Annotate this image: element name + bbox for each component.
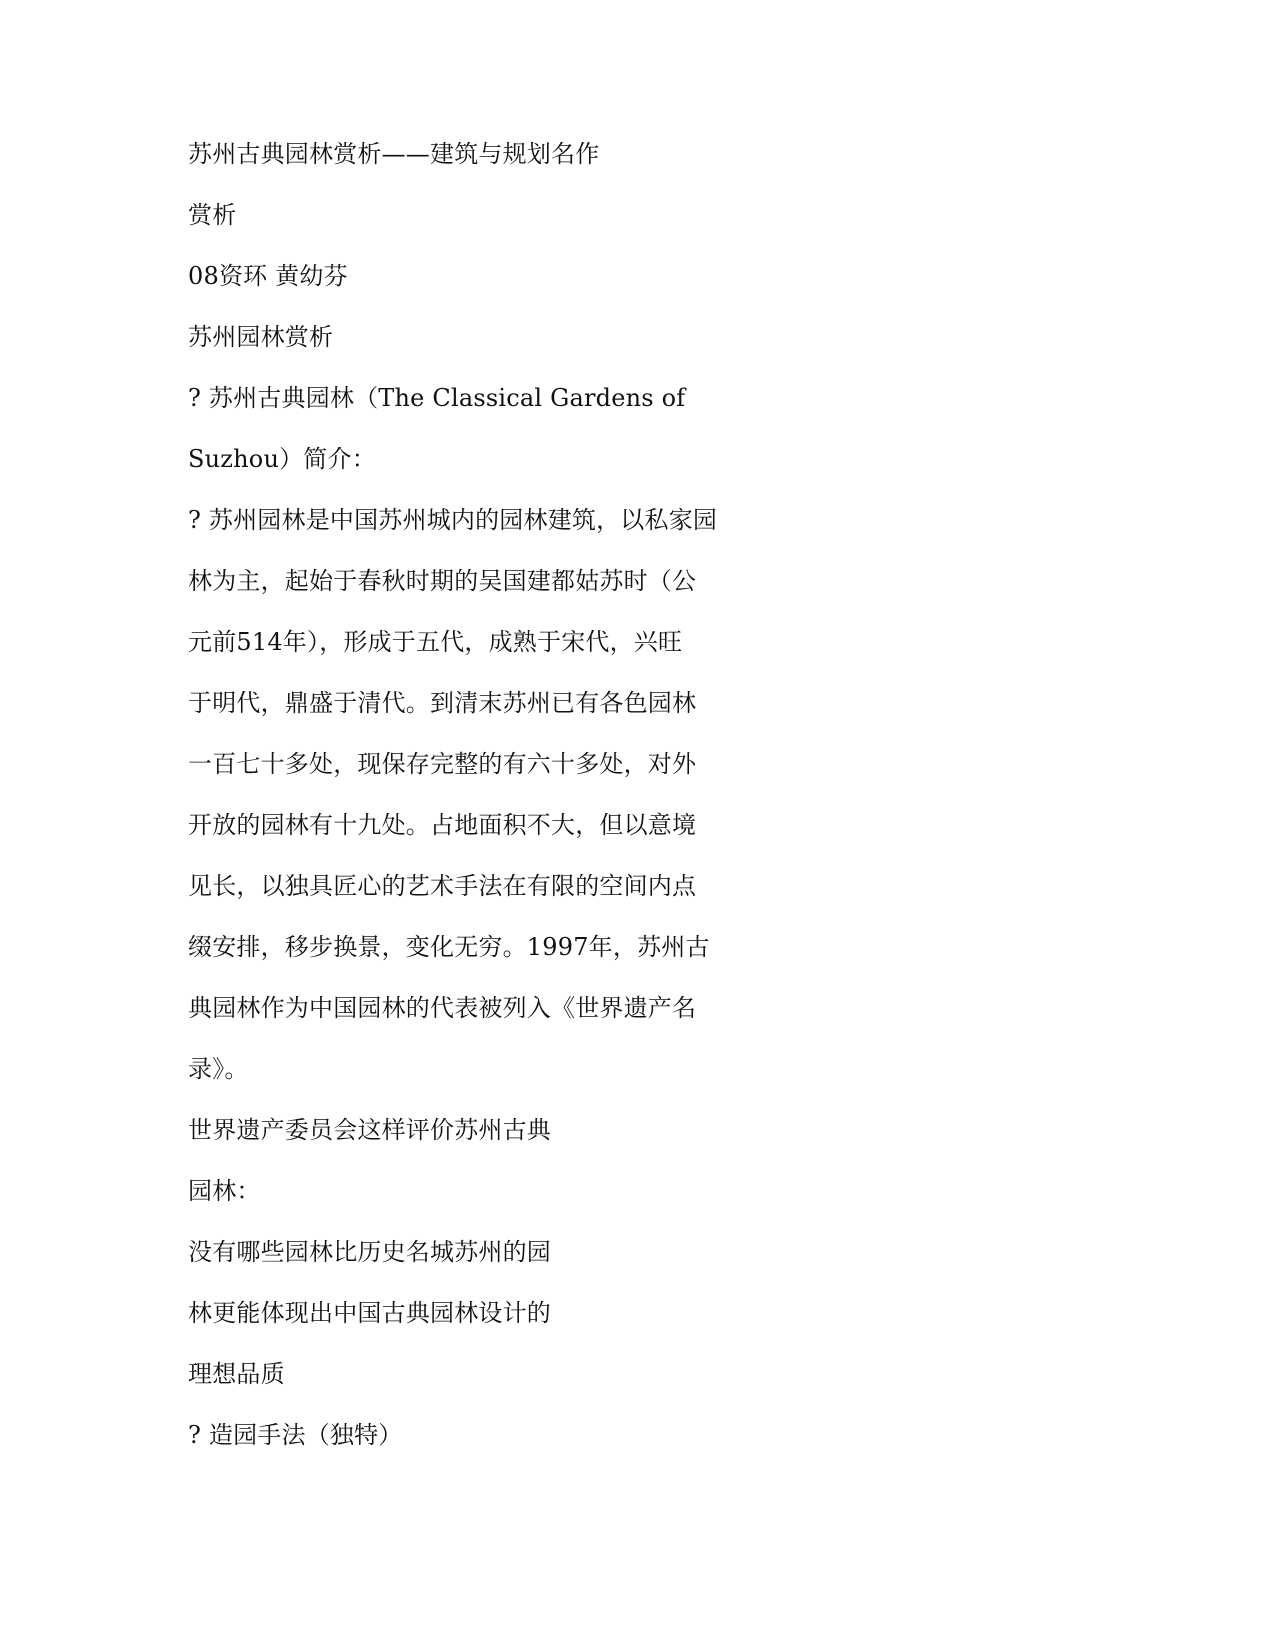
bullet-technique-line: ? 造园手法（独特） xyxy=(188,1421,403,1449)
paragraph-line: 录》。 xyxy=(188,1055,249,1083)
document-body xyxy=(188,138,788,1480)
bullet-intro-line-2: Suzhou）简介： xyxy=(188,445,376,473)
quote-line: 理想品质 xyxy=(188,1360,285,1388)
section-heading: 苏州园林赏析 xyxy=(188,323,334,351)
author-line: 08资环 黄幼芬 xyxy=(188,262,348,290)
paragraph-line: 于明代，鼎盛于清代。到清末苏州已有各色园林 xyxy=(188,689,697,717)
paragraph-line: 见长，以独具匠心的艺术手法在有限的空间内点 xyxy=(188,872,697,900)
paragraph-line: 一百七十多处，现保存完整的有六十多处，对外 xyxy=(188,750,697,778)
evaluation-line: 园林： xyxy=(188,1177,261,1205)
title-line-1: 苏州古典园林赏析——建筑与规划名作 xyxy=(188,140,600,168)
paragraph-line: 元前514年），形成于五代，成熟于宋代，兴旺 xyxy=(188,628,683,656)
paragraph-line: 典园林作为中国园林的代表被列入《世界遗产名 xyxy=(188,994,697,1022)
paragraph-line: 林为主，起始于春秋时期的吴国建都姑苏时（公 xyxy=(188,567,697,595)
paragraph-line: ? 苏州园林是中国苏州城内的园林建筑，以私家园 xyxy=(188,506,718,534)
paragraph-line: 缀安排，移步换景，变化无穷。1997年，苏州古 xyxy=(188,933,710,961)
paragraph-line: 开放的园林有十九处。占地面积不大，但以意境 xyxy=(188,811,697,839)
evaluation-line: 世界遗产委员会这样评价苏州古典 xyxy=(188,1116,551,1144)
quote-line: 没有哪些园林比历史名城苏州的园 xyxy=(188,1238,551,1266)
title-line-2: 赏析 xyxy=(188,201,237,229)
bullet-intro-line-1: ? 苏州古典园林（The Classical Gardens of xyxy=(188,384,686,412)
quote-line: 林更能体现出中国古典园林设计的 xyxy=(188,1299,551,1327)
